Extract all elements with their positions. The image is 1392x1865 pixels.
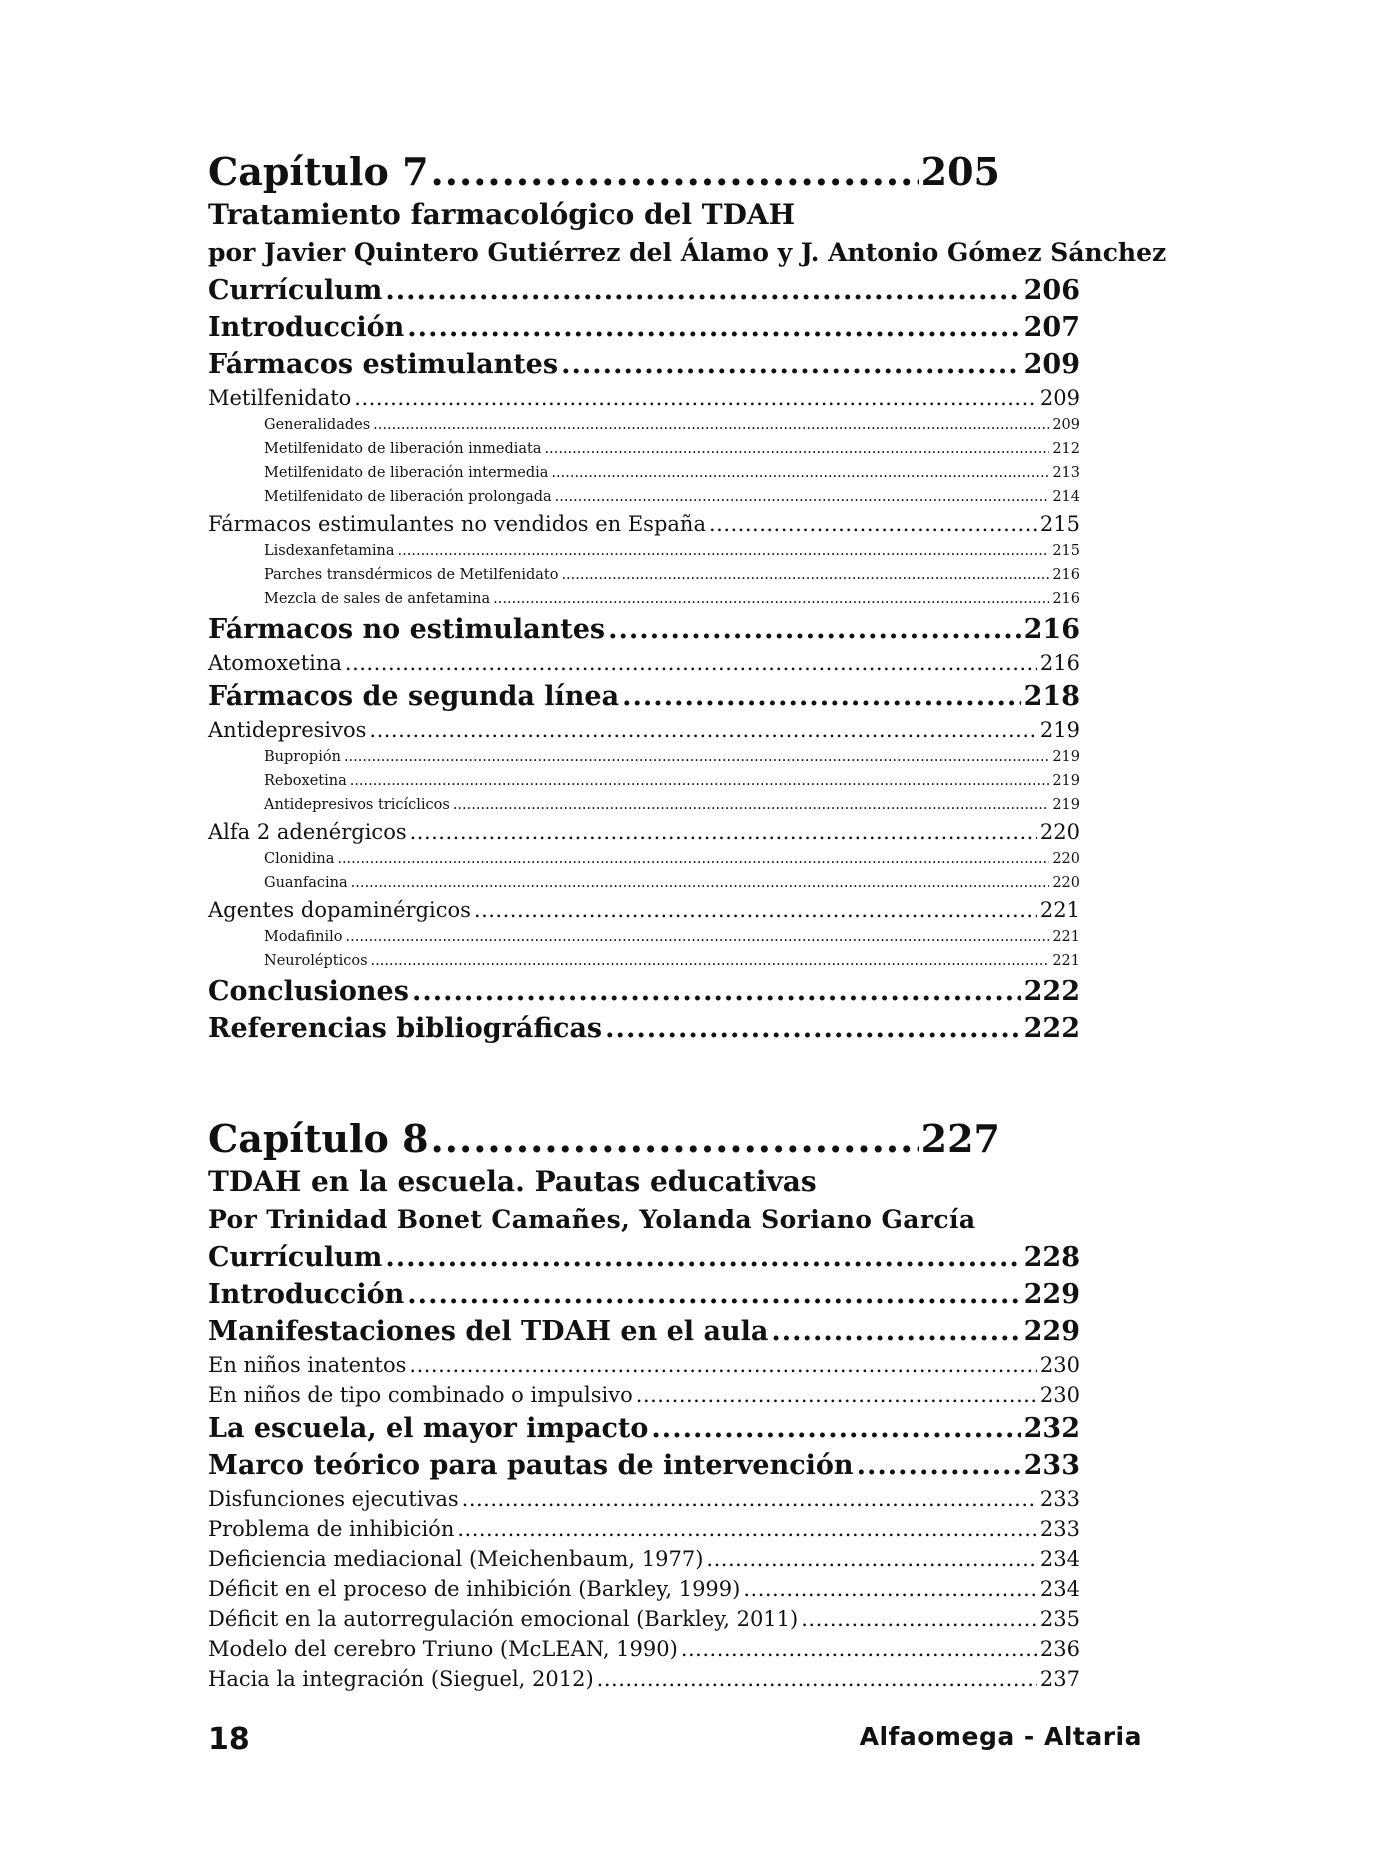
toc-entry-level-2 [208,1514,1080,1544]
toc-entry-level-2 [208,1350,1080,1380]
toc-entry-level-3 [208,587,1080,611]
toc-entry-page: 234 [1039,1577,1080,1601]
toc-entry-label: Antidepresivos tricíclicos [264,797,450,813]
leader-dots [462,1484,1037,1514]
page-footer [208,1722,1142,1757]
leader-dots [410,817,1037,847]
leader-dots [371,949,1050,973]
toc-entry-label: Parches transdérmicos de Metilfenidato [264,567,559,583]
toc-entry-page: 219 [1052,773,1080,789]
toc-entry-level-1 [208,272,1080,309]
leader-dots [351,871,1050,895]
publisher-name: Alfaomega - Altaria [859,1722,1142,1751]
toc-entry-page: 220 [1039,820,1080,844]
toc-entry-label: Conclusiones [208,976,409,1007]
toc-entry-level-2 [208,383,1080,413]
toc-entry-level-1 [208,309,1080,346]
toc-entry-page: 222 [1023,1013,1080,1044]
toc-entry-level-2 [208,1634,1080,1664]
toc-entry-level-3 [208,793,1080,817]
leader-dots [857,1447,1021,1484]
chapter-authors: por Javier Quintero Gutiérrez del Álamo y J. Antonio Gómez Sánchez [208,238,1167,267]
toc-entry-level-3 [208,413,1080,437]
toc-entry-label: Neurolépticos [264,953,368,969]
toc-entry-page: 206 [1023,275,1080,306]
leader-dots [385,272,1020,309]
toc-entry-label: En niños inatentos [208,1353,407,1377]
toc-entry-label: Bupropión [264,749,341,765]
toc-entry-page: 229 [1023,1316,1080,1347]
toc-entry-level-2 [208,1544,1080,1574]
leader-dots [545,437,1050,461]
toc-entry-label: Fármacos de segunda línea [208,681,620,712]
toc-entries [208,272,1080,1047]
toc-entry-page: 220 [1052,851,1080,867]
leader-dots [561,563,1049,587]
toc-entry-label: La escuela, el mayor impacto [208,1413,649,1444]
toc-entries [208,1239,1080,1694]
toc-entry-label: Antidepresivos [208,718,367,742]
toc-entry-page: 230 [1039,1383,1080,1407]
leader-dots [407,1276,1020,1313]
toc-entry-label: Referencias bibliográficas [208,1013,603,1044]
toc-entry-page: 219 [1052,797,1080,813]
toc-entry-level-1 [208,1313,1080,1350]
toc-entry-page: 237 [1039,1667,1080,1691]
leader-dots [681,1634,1037,1664]
toc-entry-page: 212 [1052,441,1080,457]
leader-dots [337,847,1049,871]
toc-entry-level-2 [208,509,1080,539]
leader-dots [597,1664,1037,1694]
toc-entry-label: Hacia la integración (Sieguel, 2012) [208,1667,594,1691]
toc-entry-label: Agentes dopaminérgicos [208,898,471,922]
leader-dots [431,148,919,196]
leader-dots [346,925,1050,949]
toc-entry-level-3 [208,485,1080,509]
toc-entry-label: Introducción [208,312,405,343]
leader-dots [493,587,1049,611]
leader-dots [801,1604,1037,1634]
toc-entry-level-3 [208,769,1080,793]
toc-entry-level-3 [208,847,1080,871]
leader-dots [345,648,1037,678]
toc-entry-level-1 [208,973,1080,1010]
toc-entry-level-1 [208,1010,1080,1047]
toc-entry-page: 234 [1039,1547,1080,1571]
leader-dots [551,461,1049,485]
toc-entry-page: 216 [1039,651,1080,675]
leader-dots [457,1514,1037,1544]
leader-dots [622,678,1021,715]
toc-entry-page: 232 [1023,1413,1080,1444]
chapter-label: Capítulo 8 [208,1116,429,1161]
toc-entry-level-2 [208,1664,1080,1694]
toc-entry-page: 220 [1052,875,1080,891]
toc-entry-page: 236 [1039,1637,1080,1661]
leader-dots [409,1350,1037,1380]
toc-entry-page: 213 [1052,465,1080,481]
toc-entry-label: Lisdexanfetamina [264,543,395,559]
chapter-7-section [208,148,1167,1047]
toc-entry-level-1 [208,1239,1080,1276]
toc-entry-page: 209 [1039,386,1080,410]
toc-entry-label: Problema de inhibición [208,1517,455,1541]
toc-entry-label: Fármacos no estimulantes [208,614,606,645]
toc-entry-page: 207 [1023,312,1080,343]
leader-dots [651,1410,1020,1447]
toc-entry-page: 214 [1052,489,1080,505]
toc-entry-level-3 [208,745,1080,769]
leader-dots [385,1239,1020,1276]
toc-entry-page: 209 [1023,349,1080,380]
toc-entry-label: Metilfenidato [208,386,352,410]
chapter-8-section [208,1115,1080,1694]
toc-entry-level-3 [208,539,1080,563]
toc-entry-level-2 [208,1484,1080,1514]
toc-entry-label: Modelo del cerebro Triuno (McLEAN, 1990) [208,1637,678,1661]
toc-entry-label: Metilfenidato de liberación intermedia [264,465,549,481]
toc-entry-level-1 [208,1410,1080,1447]
toc-entry-page: 233 [1039,1517,1080,1541]
leader-dots [636,1380,1037,1410]
toc-entry-label: Introducción [208,1279,405,1310]
toc-entry-label: Metilfenidato de liberación inmediata [264,441,542,457]
toc-entry-level-2 [208,895,1080,925]
toc-entry-page: 218 [1023,681,1080,712]
leader-dots [561,346,1021,383]
leader-dots [608,611,1021,648]
toc-entry-label: Fármacos estimulantes [208,349,559,380]
leader-dots [706,1544,1036,1574]
leader-dots [354,383,1037,413]
toc-entry-page: 216 [1052,591,1080,607]
leader-dots [407,309,1020,346]
chapter-title: Tratamiento farmacológico del TDAH [208,198,796,231]
toc-entry-page: 216 [1023,614,1080,645]
toc-entry-level-3 [208,925,1080,949]
toc-entry-page: 222 [1023,976,1080,1007]
toc-entry-level-2 [208,1574,1080,1604]
chapter-page: 227 [920,1116,1000,1161]
toc-entry-label: Atomoxetina [208,651,342,675]
chapter-heading [208,148,1000,196]
toc-entry-page: 215 [1039,512,1080,536]
leader-dots [709,509,1037,539]
toc-entry-label: Reboxetina [264,773,347,789]
toc-entry-label: En niños de tipo combinado o impulsivo [208,1383,633,1407]
toc-entry-level-3 [208,437,1080,461]
chapter-label: Capítulo 7 [208,149,429,194]
leader-dots [771,1313,1020,1350]
chapter-page: 205 [920,149,1000,194]
toc-entry-page: 221 [1052,929,1080,945]
toc-entry-level-1 [208,678,1080,715]
leader-dots [605,1010,1020,1047]
toc-entry-level-2 [208,648,1080,678]
toc-entry-label: Disfunciones ejecutivas [208,1487,459,1511]
toc-entry-label: Clonidina [264,851,335,867]
chapter-authors: Por Trinidad Bonet Camañes, Yolanda Soriano García [208,1205,976,1234]
leader-dots [431,1115,919,1163]
toc-entry-level-1 [208,1447,1080,1484]
toc-entry-page: 235 [1039,1607,1080,1631]
toc-entry-level-3 [208,563,1080,587]
toc-entry-label: Déficit en el proceso de inhibición (Barkley, 1999) [208,1577,741,1601]
toc-entry-page: 233 [1039,1487,1080,1511]
toc-entry-page: 230 [1039,1353,1080,1377]
toc-entry-label: Déficit en la autorregulación emocional (Barkley, 2011) [208,1607,799,1631]
toc-entry-page: 216 [1052,567,1080,583]
toc-entry-label: Currículum [208,1242,383,1273]
leader-dots [398,539,1050,563]
toc-entry-label: Manifestaciones del TDAH en el aula [208,1316,769,1347]
toc-entry-page: 221 [1039,898,1080,922]
leader-dots [344,745,1049,769]
toc-entry-label: Modafinilo [264,929,343,945]
toc-entry-level-1 [208,611,1080,648]
toc-entry-page: 228 [1023,1242,1080,1273]
chapter-title: TDAH en la escuela. Pautas educativas [208,1165,817,1198]
leader-dots [453,793,1049,817]
toc-entry-page: 219 [1039,718,1080,742]
leader-dots [373,413,1049,437]
toc-entry-label: Mezcla de sales de anfetamina [264,591,491,607]
leader-dots [369,715,1037,745]
leader-dots [474,895,1037,925]
toc-entry-level-3 [208,461,1080,485]
toc-entry-level-2 [208,1380,1080,1410]
chapter-heading [208,1115,1000,1163]
toc-entry-level-2 [208,1604,1080,1634]
toc-entry-label: Guanfacina [264,875,348,891]
leader-dots [555,485,1050,509]
toc-entry-page: 221 [1052,953,1080,969]
toc-entry-page: 209 [1052,417,1080,433]
toc-entry-label: Generalidades [264,417,371,433]
toc-entry-page: 229 [1023,1279,1080,1310]
toc-entry-level-1 [208,1276,1080,1313]
page-number: 18 [208,1722,250,1757]
toc-entry-label: Alfa 2 adenérgicos [208,820,407,844]
toc-entry-page: 233 [1023,1450,1080,1481]
toc-entry-label: Marco teórico para pautas de intervención [208,1450,854,1481]
toc-entry-level-3 [208,949,1080,973]
toc-entry-label: Currículum [208,275,383,306]
leader-dots [350,769,1050,793]
toc-entry-level-1 [208,346,1080,383]
toc-entry-label: Metilfenidato de liberación prolongada [264,489,552,505]
toc-entry-label: Fármacos estimulantes no vendidos en España [208,512,706,536]
toc-entry-label: Deficiencia mediacional (Meichenbaum, 1977) [208,1547,704,1571]
toc-entry-page: 215 [1052,543,1080,559]
toc-entry-level-2 [208,715,1080,745]
toc-entry-page: 219 [1052,749,1080,765]
toc-entry-level-3 [208,871,1080,895]
toc-entry-level-2 [208,817,1080,847]
leader-dots [743,1574,1037,1604]
leader-dots [412,973,1021,1010]
